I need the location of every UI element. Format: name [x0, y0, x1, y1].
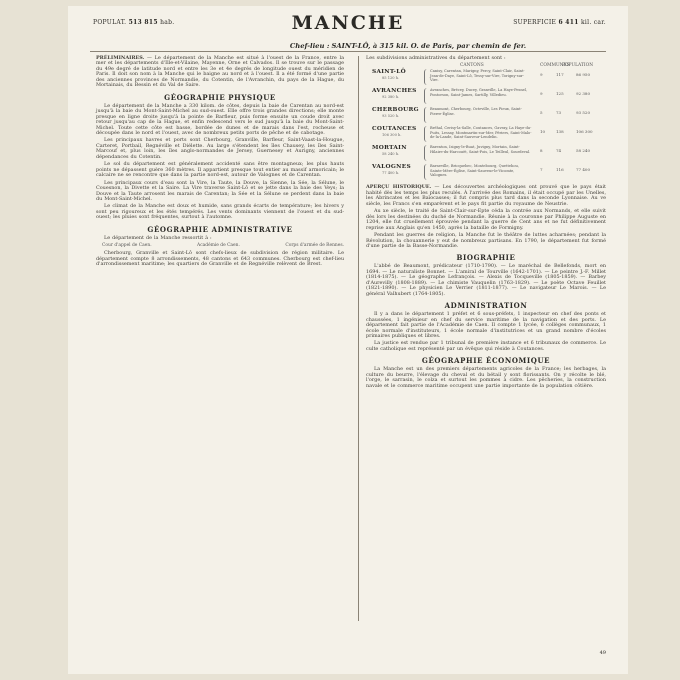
- left-column: [96, 56, 344, 270]
- arrond-row: [366, 164, 606, 183]
- admin-table-cell: Académie de Caen.: [197, 243, 240, 249]
- brace: [424, 88, 429, 104]
- geo-physique-heading: GÉOGRAPHIE PHYSIQUE: [164, 92, 276, 102]
- geo-economique-paragraph: La Manche est un des premiers départements agricoles de la France; les herbages, la culture du beurre, l'élevage du cheval et du bétail y sont florissants. On y récolte le blé, l'orge, le sarrasin, le colza et surtout les pommes à cidre. Les pêcheries, la construction navale et le commerce maritime occupent une partie importante de la population côtière.: [366, 366, 606, 389]
- geo-economique-heading: GÉOGRAPHIE ÉCONOMIQUE: [421, 356, 551, 366]
- geo-admin-paragraph: Cherbourg, Granville et Saint-Lô sont chefs-lieux de subdivision de région militaire. Le département compte 8 arrondissements, 48 cantons et 643 communes. Cherbourg est chef-lieu d'arrondissement maritime; les quartiers de Granville et de Regnéville relèvent de Brest.: [96, 250, 344, 268]
- arrond-population: 77 400: [576, 167, 590, 173]
- arrond-pop: 93 520 h.: [382, 114, 400, 119]
- chef-lieu-line: [188, 42, 628, 50]
- arrond-col-header: CANTONS: [460, 63, 484, 69]
- admin-table: [102, 243, 344, 248]
- preliminaires-paragraph: [96, 56, 344, 89]
- geo-physique-paragraph: Le climat de la Manche est doux et humide, sans grands écarts de température; les hivers y sont peu rigoureux et les étés tempérés. Les vents dominants viennent de l'ouest et du sud-ouest; les pluies sont fréquentes, surtout à l'automne.: [96, 203, 344, 221]
- preliminaires-heading: PRÉLIMINAIRES.: [96, 55, 145, 61]
- superficie-label: SUPERFICIE: [513, 19, 557, 26]
- apercu-paragraph: [366, 185, 606, 207]
- arrond-row: [366, 126, 606, 145]
- arrond-pop: 77 400 h.: [382, 171, 400, 176]
- arrond-row: [366, 107, 606, 126]
- arrond-name: AVRANCHES: [372, 88, 417, 95]
- brace: [424, 107, 429, 123]
- biographie-paragraph: L'abbé de Beaumont, prédicateur (1710-1790). — Le maréchal de Bellefonds, mort en 1694. — Le naturaliste Bonnet. — L'amiral de Tourville (1642-1701). — Le peintre J.-F. Millet (1814-1875). — Le géographe Lefrançois. — Alexis de Tocqueville (1805-1859). — Barbey d'Aurevilly (1808-1889). — Le chimiste Vauquelin (1763-1829). — Le poète Octave Feuillet (1821-1890). — Le physicien Le Verrier (1811-1877). — Le navigateur Le Marois. — Le général Valhubert (1764-1805).: [366, 263, 606, 297]
- geo-physique-paragraph: Le sol du département est généralement accidenté sans être montagneux; les plus hauts points ne dépassent guère 360 mètres. Il appartient presque tout entier au massif armoricain; le calcaire ne se rencontre que dans la partie nord-est, autour de Valognes et de Carentan.: [96, 161, 344, 179]
- arrond-pop: 106 300 h.: [382, 133, 402, 138]
- arrond-col-header: POPULATION: [562, 63, 594, 69]
- brace: [424, 126, 429, 142]
- geo-physique-paragraph: Les principaux havres et ports sont Cherbourg, Granville, Barfleur, Saint-Vaast-la-Hougue, Carteret, Portbail, Regnéville et Diélette. Au large s'étendent les îles Chausey, les îles Saint-Marcouf et, plus loin, les îles anglo-normandes de Jersey, Guernesey et Aurigny, anciennes dépendances du Cotentin.: [96, 137, 344, 160]
- arrond-population: 93 520: [576, 110, 590, 116]
- arrond-col-header: COMMUNES: [540, 63, 570, 69]
- arrond-cantons: Bréhal, Cerisy-la-Salle, Coutances, Gavray, La Haye-du-Puits, Lessay, Montmartin-sur-Mer, Périers, Saint-Malo-de-la-Lande, Saint-Sauveur-Lendelin.: [430, 126, 532, 139]
- population-unit: hab.: [160, 19, 175, 26]
- arrond-pop: 58 240 h.: [382, 152, 400, 157]
- arrond-name: CHERBOURG: [372, 107, 419, 114]
- superficie-value: 6 411: [558, 19, 579, 26]
- arrond-communes-count: 138: [556, 129, 564, 135]
- arrond-cantons: Avranches, Brécey, Ducey, Granville, La Haye-Pesnel, Pontorson, Saint-James, Sartilly, Villedieu.: [430, 88, 528, 97]
- arrond-pop: 85 120 h.: [382, 76, 400, 81]
- population-label: POPULAT.: [93, 19, 127, 26]
- apercu-paragraph: Au xe siècle, le traité de Saint-Clair-sur-Epte céda la contrée aux Normands, et elle suivit dès lors les destinées du duché de Normandie. Réunie à la couronne par Philippe Auguste en 1204, elle fut cruellement éprouvée pendant la guerre de Cent ans et ne fut définitivement reprise aux Anglais qu'en 1450, après la bataille de Formigny.: [366, 208, 606, 231]
- geo-physique-paragraph: Les principaux cours d'eau sont la Vire, la Taute, la Douve, la Sienne, la Sée, la Sélune, le Couesnon, la Divette et la Saire. La Vire traverse Saint-Lô et se jette dans la baie des Veys; la Douve et la Taute arrosent les marais de Carentan; la Sée et la Sélune se perdent dans la baie du Mont-Saint-Michel.: [96, 179, 344, 202]
- arrond-cantons: Beaumont, Cherbourg, Octeville, Les Pieux, Saint-Pierre-Église.: [430, 107, 522, 116]
- arrond-population: 58 240: [576, 148, 590, 154]
- admin-table-cell: Corps d'armée de Rennes.: [285, 243, 344, 249]
- arrond-population: 86 950: [576, 72, 590, 78]
- apercu-heading: APERÇU HISTORIQUE.: [366, 184, 432, 191]
- arrond-cantons: Canisy, Carentan, Marigny, Percy, Saint-Clair, Saint-Jean-de-Daye, Saint-Lô, Tessy-sur-Vire, Torigny-sur-Vire.: [430, 69, 525, 82]
- chef-lieu-text: SAINT-LÔ, à 315 kil. O. de Paris, par chemin de fer.: [331, 42, 527, 50]
- arrond-name: COUTANCES: [372, 126, 417, 133]
- arrond-name: MORTAIN: [372, 145, 407, 152]
- arrond-row: [366, 88, 606, 107]
- geo-admin-heading: GÉOGRAPHIE ADMINISTRATIVE: [147, 224, 293, 234]
- administration-heading: ADMINISTRATION: [444, 301, 528, 311]
- arrond-cantons-count: 9: [540, 91, 543, 97]
- arrond-pop: 92 380 h.: [382, 95, 400, 100]
- right-column: [366, 56, 606, 391]
- arrond-cantons-count: 7: [540, 167, 543, 173]
- arrond-row: [366, 69, 606, 88]
- apercu-paragraph: Pendant les guerres de religion, la Manche fut le théâtre de luttes acharnées; pendant la Révolution, la chouannerie y eut de nombreux partisans. En 1790, le département fut formé d'une partie de la Basse-Normandie.: [366, 232, 606, 249]
- arrond-name: SAINT-LÔ: [372, 69, 406, 76]
- superficie-unit: kil. car.: [580, 19, 606, 26]
- arrond-cantons: Barenton, Isigny-le-Buat, Juvigny, Mortain, Saint-Hilaire-du-Harcouët, Saint-Pois, Le Teilleul, Sourdeval.: [430, 145, 531, 154]
- arrond-table-header: [460, 63, 606, 68]
- arrond-cantons-count: 5: [540, 110, 543, 116]
- brace: [424, 164, 429, 180]
- brace: [424, 69, 429, 85]
- biographie-heading: BIOGRAPHIE: [456, 253, 516, 263]
- population-value: 513 815: [128, 19, 158, 26]
- arrond-row: [366, 145, 606, 164]
- brace: [424, 145, 429, 161]
- arrond-communes-count: 74: [556, 148, 562, 154]
- arrond-communes-count: 125: [556, 91, 564, 97]
- header-divider: [90, 51, 606, 52]
- column-divider: [358, 56, 359, 621]
- arrond-cantons-count: 9: [540, 72, 543, 78]
- geo-admin-paragraph: Le département de la Manche ressortit à :: [104, 234, 212, 241]
- page-number: 49: [599, 650, 606, 656]
- administration-paragraph: Il y a dans le département 1 préfet et 6 sous-préfets, 1 inspecteur en chef des ponts et chaussées, 1 ingénieur en chef du service maritime de la navigation et des ports. Le département fait partie de l'Académie de Caen. Il compte 1 lycée, 6 collèges communaux, 1 école normale d'instituteurs, 1 école normale d'institutrices et un grand nombre d'écoles primaires publiques et libres.: [366, 311, 606, 339]
- arrond-population: 106 300: [576, 129, 593, 135]
- administration-paragraph: La justice est rendue par 1 tribunal de première instance et 6 tribunaux de commerce. Le culte catholique est représenté par un évêque qui réside à Coutances.: [366, 340, 606, 352]
- chef-lieu-label: Chef-lieu :: [289, 42, 330, 50]
- arrond-population: 92 380: [576, 91, 590, 97]
- arrond-communes-count: 117: [556, 72, 564, 78]
- arrond-communes-count: 73: [556, 110, 562, 116]
- superficie-header: [513, 19, 606, 26]
- arrond-communes-count: 116: [556, 167, 564, 173]
- arrond-name: VALOGNES: [372, 164, 411, 171]
- admin-table-cell: Cour d'appel de Caen.: [102, 243, 152, 249]
- arrond-cantons-count: 8: [540, 148, 543, 154]
- department-title: MANCHE: [291, 12, 405, 34]
- arrond-intro: Les subdivisions administratives du département sont :: [366, 55, 506, 61]
- preliminaires-text: — Le département de la Manche est situé à l'ouest de la France, entre la mer et les départements d'Ille-et-Vilaine, Mayenne, Orne et Calvados. Il se trouve sur le passage du 49e degré de latitude nord et entre les 3e et 4e degrés de longitude ouest du méridien de Paris. Il doit son nom à la Manche qui le baigne au nord et à l'ouest. Il a été formé d'une partie des anciennes provinces de Normandie, du Cotentin, de l'Avranchin, du pays de la Hague, du Mortainais, du Bessin et du Val de Saire.: [96, 55, 344, 89]
- arrond-cantons-count: 10: [540, 129, 546, 135]
- arrond-cantons: Barneville, Bricquebec, Montebourg, Quettehou, Sainte-Mère-Église, Saint-Sauveur-le-Vicomte, Valognes.: [430, 164, 519, 177]
- atlas-page: [68, 6, 628, 674]
- geo-physique-paragraph: Le département de la Manche a 330 kilom. de côtes, depuis la baie de Carentan au nord-est jusqu'à la baie du Mont-Saint-Michel au sud-ouest. Elle offre trois grandes directions; elle monte presque en ligne droite jusqu'à la pointe de Barfleur, puis forme ensuite un coude droit avec retour jusqu'au cap de la Hague, et enfin redescend vers le sud jusqu'à la baie du Mont-Saint-Michel. Toute cette côte est basse, bordée de dunes et de marais dans l'est, rocheuse et découpée dans le nord et l'ouest, avec de nombreux petits ports de pêche et de cabotage.: [96, 102, 344, 136]
- apercu-text: — Les découvertes archéologiques ont prouvé que le pays était habité dès les temps les plus reculés. À l'arrivée des Romains, il était occupé par les Unelles, les Abrincates et les Baïocasses; il fut compris plus tard dans la seconde Lyonnaise. Au ve siècle, les Francs s'en emparèrent et le pays fit partie du royaume de Neustrie.: [366, 184, 607, 207]
- arrondissements-table: [366, 69, 606, 185]
